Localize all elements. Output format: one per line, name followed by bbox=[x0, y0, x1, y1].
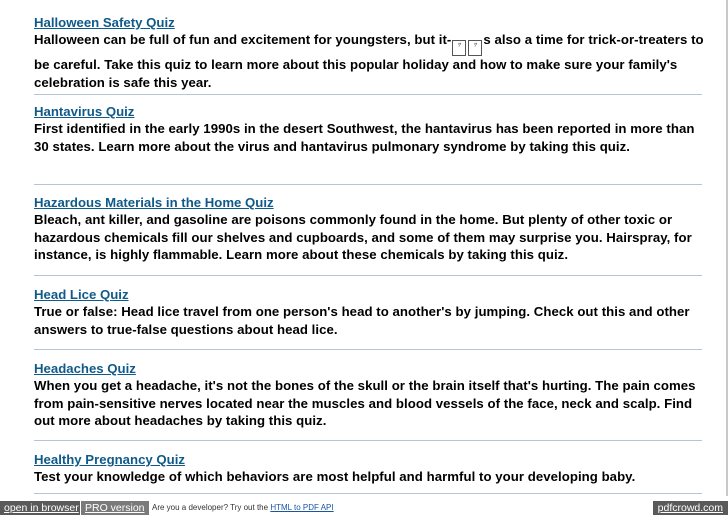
quiz-description: Bleach, ant killer, and gasoline are poisons commonly found in the home. But plenty of other toxic or hazardous chemicals fill our shelves and cupboards, and some of them may surprise you. Hairspray, for instance, is highly flammable. Learn more about these chemicals by taking this quiz. bbox=[34, 212, 692, 262]
open-in-browser-button[interactable]: open in browser bbox=[0, 501, 83, 515]
quiz-description: True or false: Head lice travel from one person's head to another's by jumping. Check out this and other answers to true-false questions about head lice. bbox=[34, 304, 690, 337]
divider bbox=[34, 94, 702, 95]
pdfcrowd-brand-link[interactable]: pdfcrowd.com bbox=[653, 501, 728, 515]
quiz-description bbox=[34, 31, 706, 91]
unrendered-character-glyph: ﾂ bbox=[468, 40, 482, 56]
quiz-description-part-1: Halloween can be full of fun and excitement for youngsters, but it- bbox=[34, 32, 452, 47]
divider bbox=[34, 275, 702, 276]
quiz-entry-hantavirus bbox=[34, 103, 706, 155]
quiz-link-hazardous-materials[interactable]: Hazardous Materials in the Home Quiz bbox=[34, 195, 274, 210]
quiz-entry-headaches bbox=[34, 360, 706, 430]
html-to-pdf-api-link[interactable]: HTML to PDF API bbox=[270, 503, 334, 512]
quiz-link-head-lice[interactable]: Head Lice Quiz bbox=[34, 287, 129, 302]
quiz-description: First identified in the early 1990s in the desert Southwest, the hantavirus has been reported in more than 30 states. Learn more about the virus and hantavirus pulmonary syndrome by taking this quiz. bbox=[34, 121, 695, 154]
developer-promo-text: Are you a developer? Try out the bbox=[152, 503, 269, 512]
quiz-description: When you get a headache, it's not the bones of the skull or the brain itself that's hurting. The pain comes from pain-sensitive nerves located near the muscles and blood vessels of the face, neck and scalp. Find out more about headaches by taking this quiz. bbox=[34, 378, 696, 428]
quiz-description-part-2: s also a time for trick-or-treaters to be careful. Take this quiz to learn more about this popular holiday and how to make sure your family's celebration is safe this year. bbox=[34, 32, 704, 90]
quiz-entry-healthy-pregnancy bbox=[34, 451, 706, 486]
quiz-entry-halloween bbox=[34, 14, 706, 91]
quiz-entry-hazardous-materials bbox=[34, 194, 706, 264]
divider bbox=[34, 349, 702, 350]
quiz-description: Test your knowledge of which behaviors are most helpful and harmful to your developing baby. bbox=[34, 469, 636, 484]
unrendered-character-glyph: ﾂ bbox=[452, 40, 466, 56]
divider bbox=[34, 440, 702, 441]
quiz-link-hantavirus[interactable]: Hantavirus Quiz bbox=[34, 104, 135, 119]
developer-promo bbox=[152, 503, 334, 513]
pro-version-button[interactable]: PRO version bbox=[80, 501, 149, 515]
quiz-entry-head-lice bbox=[34, 286, 706, 338]
quiz-link-healthy-pregnancy[interactable]: Healthy Pregnancy Quiz bbox=[34, 452, 185, 467]
quiz-link-halloween[interactable]: Halloween Safety Quiz bbox=[34, 15, 175, 30]
divider bbox=[34, 184, 702, 185]
pdfcrowd-footer-bar bbox=[0, 500, 728, 516]
quiz-link-headaches[interactable]: Headaches Quiz bbox=[34, 361, 136, 376]
divider bbox=[34, 493, 702, 494]
